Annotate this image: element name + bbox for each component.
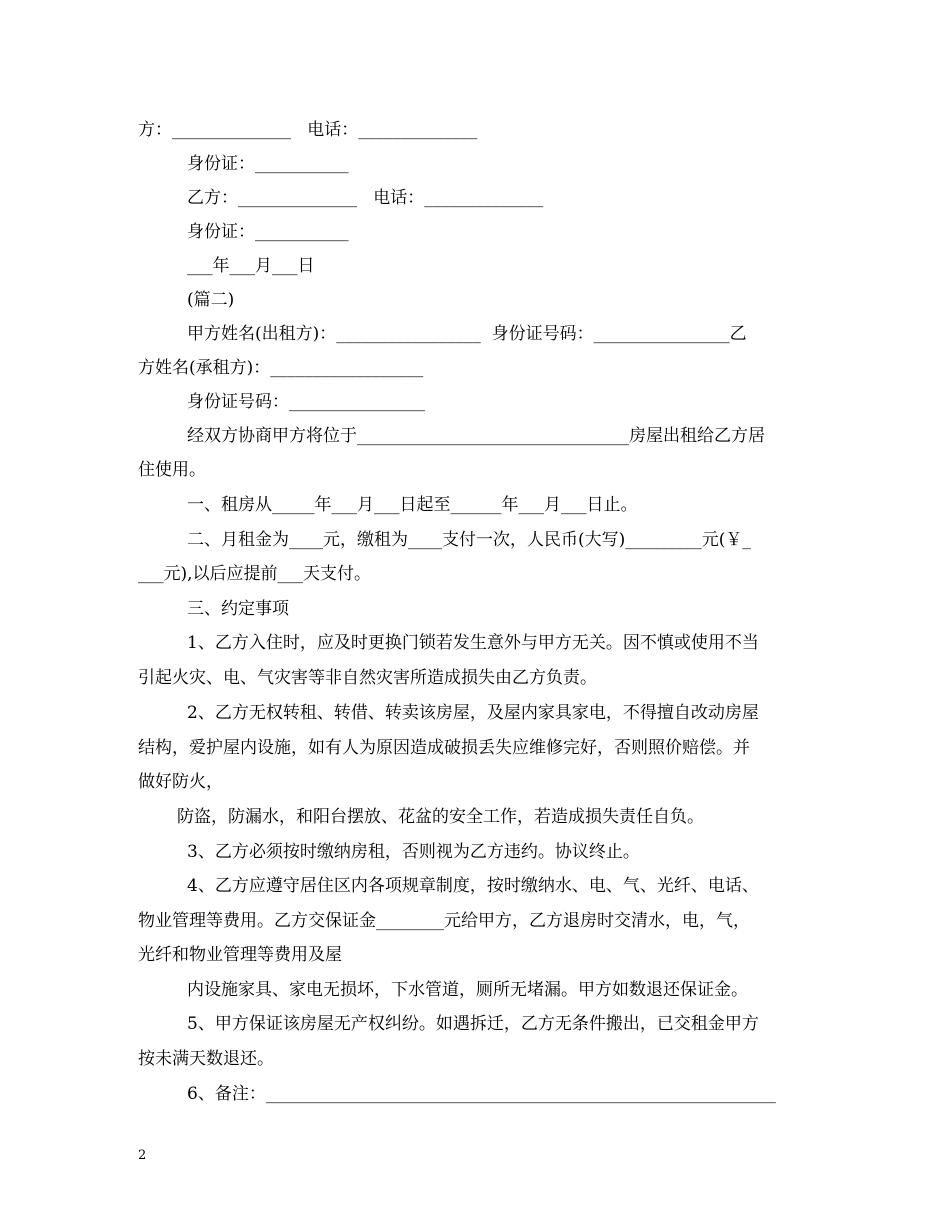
text-line-17: 引起火灾、电、气灾害等非自然灾害所造成损失由乙方负责。 bbox=[138, 668, 597, 688]
text-line-11: 住使用。 bbox=[138, 460, 206, 480]
text-line-7: 甲方姓名(出租方)：_________________ 身份证号码：________________乙 bbox=[187, 324, 747, 344]
text-line-5: ___年___月___日 bbox=[187, 256, 315, 276]
text-line-16: 1、乙方入住时，应及时更换门锁若发生意外与甲方无关。因不慎或使用不当 bbox=[187, 633, 759, 653]
text-line-12: 一、租房从_____年___月___日起至______年___月___日止。 bbox=[187, 495, 638, 515]
text-line-27: 5、甲方保证该房屋无产权纠纷。如遇拆迁，乙方无条件搬出，已交租金甲方 bbox=[187, 1014, 759, 1034]
text-line-14: ___元),以后应提前___天支付。 bbox=[138, 564, 372, 584]
text-line-19: 结构，爱护屋内设施，如有人为原因造成破损丢失应维修完好，否则照价赔偿。并 bbox=[138, 738, 750, 758]
text-line-22: 3、乙方必须按时缴纳房租，否则视为乙方违约。协议终止。 bbox=[187, 842, 640, 862]
text-line-15: 三、约定事项 bbox=[187, 599, 289, 619]
text-line-13: 二、月租金为____元，缴租为____支付一次，人民币(大写)_________元(￥_ bbox=[187, 530, 751, 550]
text-line-10: 经双方协商甲方将位于________________________________房屋出租给乙方居 bbox=[187, 426, 765, 446]
text-line-9: 身份证号码：________________ bbox=[187, 392, 425, 412]
text-line-29: 6、备注：____________________________________________________________ bbox=[187, 1084, 776, 1104]
text-line-2: 身份证：___________ bbox=[187, 154, 349, 174]
page-number: 2 bbox=[138, 1148, 147, 1163]
text-line-1: 方：______________ 电话：______________ bbox=[138, 120, 478, 140]
text-line-20: 做好防火， bbox=[138, 772, 223, 792]
text-line-25: 光纤和物业管理等费用及屋 bbox=[138, 945, 342, 965]
text-line-4: 身份证：___________ bbox=[187, 222, 349, 242]
text-line-23: 4、乙方应遵守居住区内各项规章制度，按时缴纳水、电、气、光纤、电话、 bbox=[187, 876, 759, 896]
text-line-26: 内设施家具、家电无损坏，下水管道，厕所无堵漏。甲方如数退还保证金。 bbox=[187, 980, 748, 1000]
text-line-18: 2、乙方无权转租、转借、转卖该房屋，及屋内家具家电，不得擅自改动房屋 bbox=[187, 703, 759, 723]
text-line-28: 按未满天数退还。 bbox=[138, 1049, 274, 1069]
text-line-6: (篇二) bbox=[187, 290, 235, 310]
text-line-24: 物业管理等费用。乙方交保证金________元给甲方，乙方退房时交清水，电，气， bbox=[138, 911, 750, 931]
text-line-8: 方姓名(承租方)：__________________ bbox=[138, 358, 424, 378]
text-line-21: 防盗，防漏水，和阳台摆放、花盆的安全工作，若造成损失责任自负。 bbox=[177, 807, 704, 827]
text-line-3: 乙方：______________ 电话：______________ bbox=[187, 188, 544, 208]
